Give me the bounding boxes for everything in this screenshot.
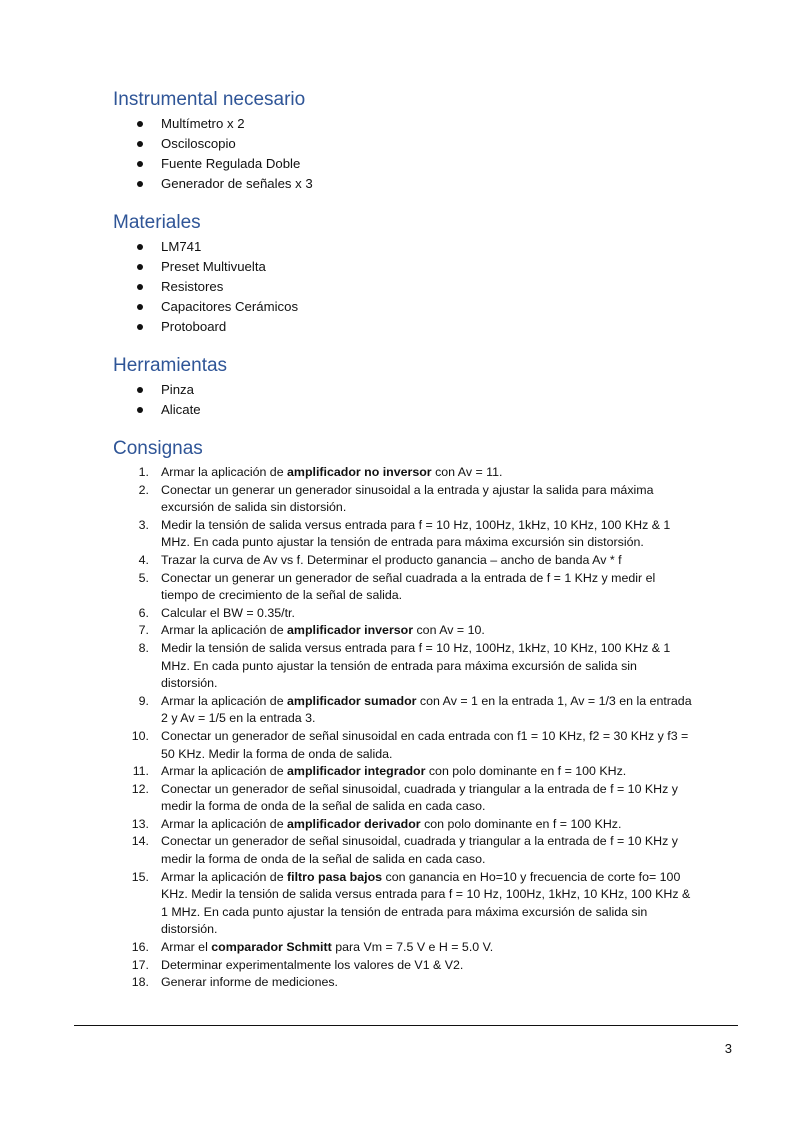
- list-item: 5. Conectar un generar un generador de señal cuadrada a la entrada de f = 1 KHz y medir el tiempo de crecimiento de la señal de salida.: [138, 570, 656, 603]
- list-item: Osciloscopio: [113, 134, 693, 154]
- list-item: 13. Armar la aplicación de amplificador derivador con polo dominante en f = 100 KHz.: [131, 816, 622, 831]
- section-herramientas: [113, 354, 693, 420]
- bullet-icon: [137, 244, 143, 250]
- bullet-list-herramientas: [113, 380, 693, 420]
- bullet-icon: [137, 141, 143, 147]
- heading-herramientas: Herramientas: [113, 355, 228, 376]
- list-item: 12. Conectar un generador de señal sinusoidal, cuadrada y triangular a la entrada de f = 10 KHz y medir la forma de onda de la señal de salida en cada caso.: [131, 781, 678, 814]
- bullet-icon: [137, 161, 143, 167]
- list-item: Protoboard: [113, 317, 693, 337]
- list-item: Pinza: [113, 380, 693, 400]
- list-item: 7. Armar la aplicación de amplificador inversor con Av = 10.: [138, 623, 485, 638]
- list-item: Alicate: [113, 400, 693, 420]
- bullet-icon: [137, 264, 143, 270]
- list-item: 15. Armar la aplicación de filtro pasa bajos con ganancia en Ho=10 y frecuencia de corte fo= 100 KHz. Medir la tensión de salida versus entrada para f = 10 Hz, 100Hz, 1kHz, 10 KHz, 100 KHz & 1 MHz. En cada punto ajustar la tensión de entrada para máxima excursión de salida sin distorsión.: [131, 869, 691, 937]
- bullet-icon: [137, 284, 143, 290]
- list-item: 8. Medir la tensión de salida versus entrada para f = 10 Hz, 100Hz, 1kHz, 10 KHz, 100 KHz & 1 MHz. En cada punto ajustar la tensión de entrada para máxima excursión de salida sin distorsión.: [138, 640, 671, 691]
- bullet-icon: [137, 121, 143, 127]
- list-item: 2. Conectar un generar un generador sinusoidal a la entrada y ajustar la salida para máxima excursión de salida sin distorsión.: [138, 482, 654, 515]
- list-item: Multímetro x 2: [113, 114, 693, 134]
- bullet-list-instrumental: [113, 114, 693, 194]
- footer-divider: [74, 1025, 738, 1026]
- list-item: 4. Trazar la curva de Av vs f. Determinar el producto ganancia – ancho de banda Av * f: [138, 552, 622, 567]
- page-content: [113, 88, 693, 1009]
- heading-materiales: Materiales: [113, 212, 201, 233]
- numbered-list-consignas: [113, 464, 693, 992]
- list-item: 11. Armar la aplicación de amplificador integrador con polo dominante en f = 100 KHz.: [132, 764, 627, 779]
- list-item: 18. Generar informe de mediciones.: [131, 975, 338, 990]
- bullet-icon: [137, 387, 143, 393]
- list-item: Fuente Regulada Doble: [113, 154, 693, 174]
- section-materiales: [113, 211, 693, 337]
- list-item: Generador de señales x 3: [113, 174, 693, 194]
- heading-instrumental: Instrumental necesario: [113, 89, 306, 110]
- bullet-icon: [137, 407, 143, 413]
- list-item: 9. Armar la aplicación de amplificador sumador con Av = 1 en la entrada 1, Av = 1/3 en la entrada 2 y Av = 1/5 en la entrada 3.: [138, 693, 692, 726]
- list-item: LM741: [113, 237, 693, 257]
- bullet-list-materiales: [113, 237, 693, 337]
- section-consignas: [113, 437, 693, 992]
- list-item: 1. Armar la aplicación de amplificador no inversor con Av = 11.: [138, 465, 503, 479]
- list-item: 10. Conectar un generador de señal sinusoidal en cada entrada con f1 = 10 KHz, f2 = 30 KHz y f3 = 50 KHz. Medir la forma de onda de salida.: [131, 728, 689, 761]
- list-item: Preset Multivuelta: [113, 257, 693, 277]
- heading-consignas: Consignas: [113, 438, 203, 459]
- bullet-icon: [137, 181, 143, 187]
- list-item: 3. Medir la tensión de salida versus entrada para f = 10 Hz, 100Hz, 1kHz, 10 KHz, 100 KHz & 1 MHz. En cada punto ajustar la tensión de entrada para máxima excursión sin distorsión.: [138, 517, 671, 550]
- section-instrumental: [113, 88, 693, 194]
- page-number: 3: [724, 1041, 732, 1056]
- bullet-icon: [137, 304, 143, 310]
- bullet-icon: [137, 324, 143, 330]
- list-item: 14. Conectar un generador de señal sinusoidal, cuadrada y triangular a la entrada de f = 10 KHz y medir la forma de onda de la señal de salida en cada caso.: [131, 834, 678, 867]
- list-item: 16. Armar el comparador Schmitt para Vm = 7.5 V e H = 5.0 V.: [131, 940, 494, 955]
- list-item: Resistores: [113, 277, 693, 297]
- list-item: 17. Determinar experimentalmente los valores de V1 & V2.: [131, 957, 464, 972]
- list-item: Capacitores Cerámicos: [113, 297, 693, 317]
- list-item: 6. Calcular el BW = 0.35/tr.: [138, 605, 295, 620]
